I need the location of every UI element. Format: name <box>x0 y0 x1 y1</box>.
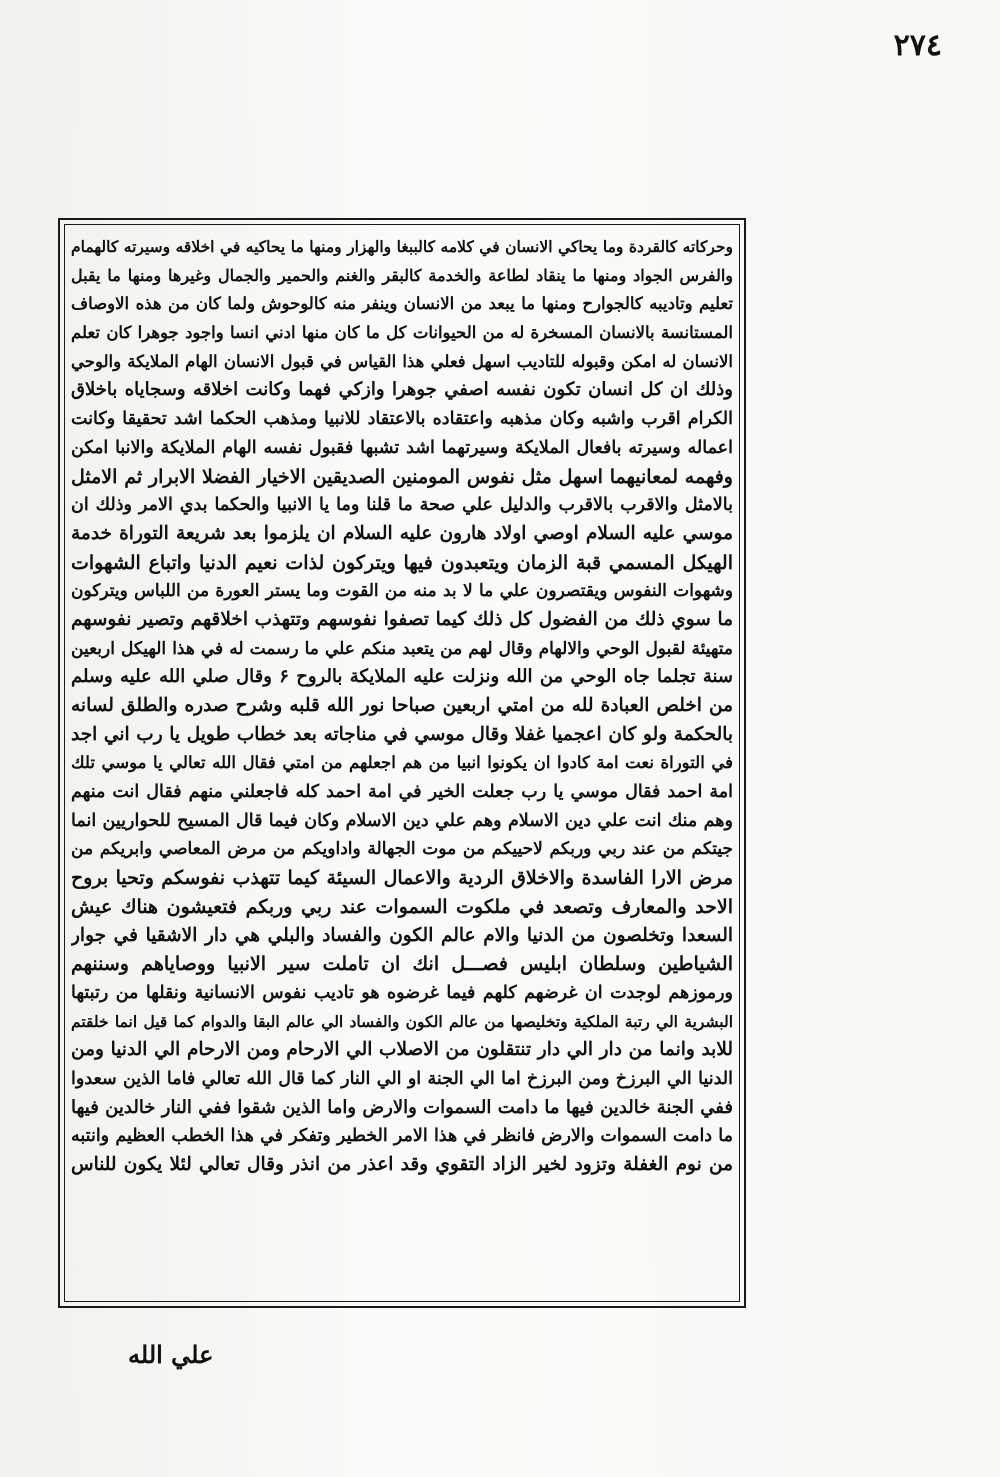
text-line: من نوم الغفلة وتزود لخير الزاد التقوي وقد اعذر من انذر وقال تعالي لئلا يكون للناس <box>71 1154 733 1175</box>
text-line: بالامثل والاقرب بالاقرب والدليل علي صحة ما قلنا وما يا الانبيا والحكما بدي الامر وذلك ان <box>71 495 733 516</box>
text-line: جيتكم من عند ربي وربكم لاحييكم من موت الجهالة واداويكم من مرض المعاصي وابريكم من <box>71 839 733 860</box>
text-line: مرض الارا الفاسدة والاخلاق الردية والاعمال السيئة كيما تتهذب نفوسكم وتحيا بروح <box>71 867 733 890</box>
text-line: الانسان له امكن وقبوله للتاديب اسهل فعلي هذا القياس في قبول الانسان الهام الملايكة والوحي <box>71 351 733 371</box>
catchword: علي الله <box>128 1340 214 1369</box>
text-block <box>71 233 733 1180</box>
text-line: تعليم وتاديبه كالجوارح ومنها ما يبعد من الانسان وينفر منه كالوحوش ولما كان من هذه الاوصاف <box>71 294 733 314</box>
text-line: موسي عليه السلام اوصي اولاد هارون عليه السلام ان يلزموا بعد شريعة التوراة خدمة <box>71 522 733 544</box>
text-line: سنة تجلما جاه الوحي من الله ونزلت عليه الملايكة بالروح ۶ وقال صلي الله عليه وسلم <box>71 666 733 688</box>
text-line: بالحكمة ولو كان اعجميا غفلا وقال موسي في مناجاته بعد خطاب طويل يا رب اني اجد <box>71 723 733 745</box>
text-line: البشرية الي رتبة الملكية وتخليصها من عالم الكون والفساد الي عالم البقا والدوام كما قيل انما خلقتم <box>71 1011 733 1031</box>
text-line: ما سوي ذلك من الفضول كل ذلك كيما تصفوا نفوسهم وتتهذب اخلاقهم وتصير نفوسهم <box>71 608 733 630</box>
text-line: ورموزهم لوجدت ان غرضهم كلهم فيما غرضوه هو تاديب نفوس الانسانية ونقلها من رتبتها <box>71 982 733 1003</box>
text-line: الهيكل المسمي قبة الزمان ويتعبدون فيها ويتركون لذات نعيم الدنيا واتباع الشهوات <box>71 551 733 574</box>
text-line: الكرام اقرب واشبه وكان مذهبه واعتقاده بالاعتقاد للانبيا ومذهب الحكما اشد تحقيقا وكانت <box>71 409 733 430</box>
text-line: امة احمد فقال موسي يا رب جعلت الخير في امة احمد كله فاجعلني منهم فقال انت منهم <box>71 782 733 803</box>
text-line: اعماله وسيرته بافعال الملايكة وسيرتهما اشد تشبها فقبول نفسه الهام الملايكة والانبا امكن <box>71 437 733 458</box>
text-line: وذلك ان كل انسان تكون نفسه اصفي جوهرا وازكي فهما وكانت اخلاقه وسجاياه باخلاق <box>71 379 733 401</box>
text-line: من اخلص العبادة لله من امتي اربعين صباحا نور الله قلبه وشرح صدره والطلق لسانه <box>71 695 733 716</box>
text-line: وحركاته كالقردة وما يحاكي الانسان في كلامه كالببغا والهزار ومنها ما يحاكيه في اخلاقه وسيرته كالهمام <box>71 237 733 256</box>
text-line: ففي الجنة خالدين فيها ما دامت السموات والارض واما الذين شقوا ففي النار خالدين فيها <box>71 1096 733 1118</box>
text-line: متهيئة لقبول الوحي والالهام وقال لهم من يتعبد منكم علي ما رسمت له في هذا الهيكل اربعين <box>71 638 733 659</box>
text-line: الشياطين وسلطان ابليس فصـــل انك ان تاملت سير الانبيا ووصاياهم وسننهم <box>71 953 733 976</box>
text-line: ما دامت السموات والارض فانظر في هذا الامر الخطير وتفكر في هذا الخطب العظيم وانتبه <box>71 1126 733 1147</box>
text-line: وفهمه لمعانيهما اسهل مثل نفوس المومنين الصديقين الاخيار الفضلا الابرار ثم الامثل <box>71 465 733 488</box>
text-line: في التوراة نعت امة كادوا ان يكونوا انبيا من هم اجعلهم من امتي فقال الله تعالي يا موسي تلك <box>71 753 733 773</box>
text-line: وهم منك انت علي دين الاسلام وهم علي دين الاسلام وكان فيما قال المسيح للحواريين انما <box>71 810 733 831</box>
text-line: للابد وانما من دار الي دار تنتقلون من الاصلاب الي الارحام ومن الارحام الي الدنيا ومن <box>71 1039 733 1061</box>
text-line: المستانسة بالانسان المسخرة له من الحيوانات كل ما كان منها ادني انسا واجود جوهرا كان تعلم <box>71 323 733 343</box>
page-number: ٢٧٤ <box>893 28 942 63</box>
text-line: والفرس الجواد ومنها ما ينقاد لطاعة والخدمة كالبقر والغنم والحمير والجمال وغيرها ومنها ما يقبل <box>71 265 733 285</box>
text-frame <box>64 224 740 1302</box>
text-line: وشهوات النفوس ويقتصرون علي ما لا بد منه من القوت وما يستر العورة من اللباس ويتركون <box>71 581 733 602</box>
text-line: الاحد والمعارف وتصعد في ملكوت السموات عند ربي وربكم فتعيشون هناك عيش <box>71 895 733 918</box>
text-line: السعدا وتخلصون من الدنيا والام عالم الكون والفساد والبلي هي دار الاشقيا في جوار <box>71 924 733 946</box>
text-line: الدنيا الي البرزخ ومن البرزخ اما الي الجنة او الي النار كما قال الله تعالي فاما الذين سعدوا <box>71 1068 733 1089</box>
